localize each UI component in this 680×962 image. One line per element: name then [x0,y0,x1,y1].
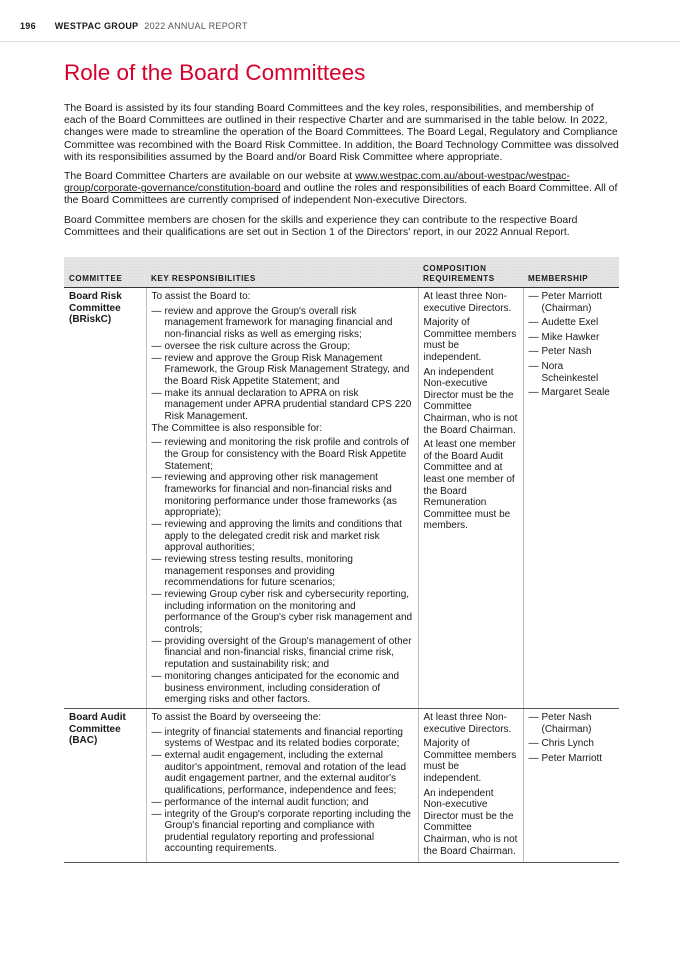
page-number: 196 [20,21,36,31]
composition-item: At least three Non-executive Directors. [423,291,512,314]
member: — Chris Lynch [529,738,615,750]
key-responsibilities [146,288,418,709]
member: — Peter Marriott (Chairman) [529,291,615,314]
composition-item: At least one member of the Board Audit Committee and at least one member of the Board Remuneration Committee must be members. [423,439,516,532]
responsibilities-list [152,306,413,423]
header-report: 2022 ANNUAL REPORT [144,21,248,31]
header-company: WESTPAC GROUP [54,21,139,31]
header-membership: MEMBERSHIP [523,257,619,288]
header-divider [0,41,680,42]
running-header [20,21,248,31]
member: — Peter Nash (Chairman) [529,712,615,735]
list-item: — reviewing Group cyber risk and cybersecurity reporting, including information on the monitoring and performance of the Group's cyber risk management and controls; [152,589,413,635]
member: — Audette Exel [529,317,615,329]
intro-paragraph [64,171,619,208]
list-item: — integrity of financial statements and financial reporting systems of Westpac and its related bodies corporate; [152,727,413,750]
intro-text-span: The Board Committee Charters are available on our website at [64,171,356,183]
responsibilities-lead: To assist the Board to: [151,291,251,302]
intro-paragraph: Board Committee members are chosen for the skills and experience they can contribute to the respective Board Committees and their qualifications are set out in Section 1 of the Directors' report, in our 2022 Annual Report. [64,214,578,238]
composition-item: Majority of Committee members must be independent. [423,738,517,785]
committee-name: Board Audit Committee (BAC) [64,709,146,863]
composition-item: Majority of Committee members must be independent. [423,317,517,363]
responsibilities-lead: To assist the Board by overseeing the: [151,712,322,724]
list-item: — reviewing and approving other risk management frameworks for financial and non-financial risks and monitoring performance under those frameworks (as appropriate); [152,472,413,518]
membership [523,709,619,863]
list-item: — external audit engagement, including the external auditor's appointment, removal and rotation of the lead audit engagement partner, and the external auditor's qualifications, performance, independence and fees; [152,750,413,796]
member: — Nora Scheinkestel [529,361,615,384]
list-item: — reviewing and approving the limits and conditions that apply to the delegated credit risk and market risk approval authorities; [152,519,413,554]
table-row [64,288,619,709]
member: — Mike Hawker [529,332,615,344]
header-responsibilities: KEY RESPONSIBILITIES [146,257,418,288]
members-list [529,712,615,764]
list-item: — monitoring changes anticipated for the economic and business environment, including consideration of emerging risks and other factors. [152,671,413,706]
member: — Peter Marriott [529,753,615,765]
charters-link[interactable]: www.westpac.com.au/about-westpac/westpac-group/corporate-governance/constitution-board [64,171,570,195]
table-header-row [64,257,619,288]
member: — Margaret Seale [529,387,615,399]
list-item: — performance of the internal audit function; and [152,797,413,809]
list-item: — review and approve the Group Risk Management Framework, the Group Risk Management Strategy, and the Board Risk Appetite Statement; and [152,353,413,388]
list-item: — reviewing and monitoring the risk profile and controls of the Group for consistency with the Board Risk Appetite Statement; [152,437,413,472]
member: — Peter Nash [529,346,615,358]
list-item: — make its annual declaration to APRA on risk management under APRA prudential standard CPS 220 Risk Management. [152,388,413,423]
composition-item: An independent Non-executive Director must be the Committee Chairman, who is not the Board Chairman. [423,787,518,857]
composition-item: At least three Non-executive Directors. [423,712,512,735]
responsibilities-lead: The Committee is also responsible for: [151,422,323,434]
list-item: — providing oversight of the Group's management of other financial and non-financial risks, financial crime risk, reputation and sustainability risk; and [152,636,413,671]
intro-text [64,103,619,246]
list-item: — reviewing stress testing results, monitoring management responses and providing recommendations for future scenarios; [152,554,413,589]
composition-requirements [418,288,523,709]
composition-item: An independent Non-executive Director must be the Committee Chairman, who is not the Board Chairman. [423,366,518,436]
header-composition: COMPOSITION REQUIREMENTS [418,257,523,288]
composition-requirements [418,709,523,863]
list-item: — oversee the risk culture across the Group; [152,341,413,353]
list-item: — integrity of the Group's corporate reporting including the Group's financial reporting and compliance with prudential regulatory reporting and professional accounting requirements. [152,809,413,855]
key-responsibilities [146,709,418,863]
intro-paragraph: The Board is assisted by its four standing Board Committees and the key roles, responsibilities, and membership of each of the Board Committees are outlined in their respective Charter and are summarised in the table below. In 2022, changes were made to streamline the operation of the Board Committees. The Board Legal, Regulatory and Compliance Committee was recombined with the Board Risk Committee. In addition, the Board Technology Committee was dissolved with its responsibilities assumed by the Board and/or Board Risk Committee where appropriate. [64,103,619,163]
membership [523,288,619,709]
table-row [64,709,619,863]
members-list [529,291,615,399]
committee-name: Board Risk Committee (BRiskC) [64,288,146,709]
header-committee: COMMITTEE [64,257,146,288]
committees-table [64,257,619,863]
page-title: Role of the Board Committees [64,60,366,85]
responsibilities-list [152,727,413,855]
list-item: — review and approve the Group's overall risk management framework for managing financial and non-financial risks as well as emerging risks; [152,306,413,341]
responsibilities-list [152,437,413,705]
intro-text-span: and outline the roles and responsibilities of each Board Committee. All of the Board Committees are currently comprised of independent Non-executive Directors. [64,183,618,207]
